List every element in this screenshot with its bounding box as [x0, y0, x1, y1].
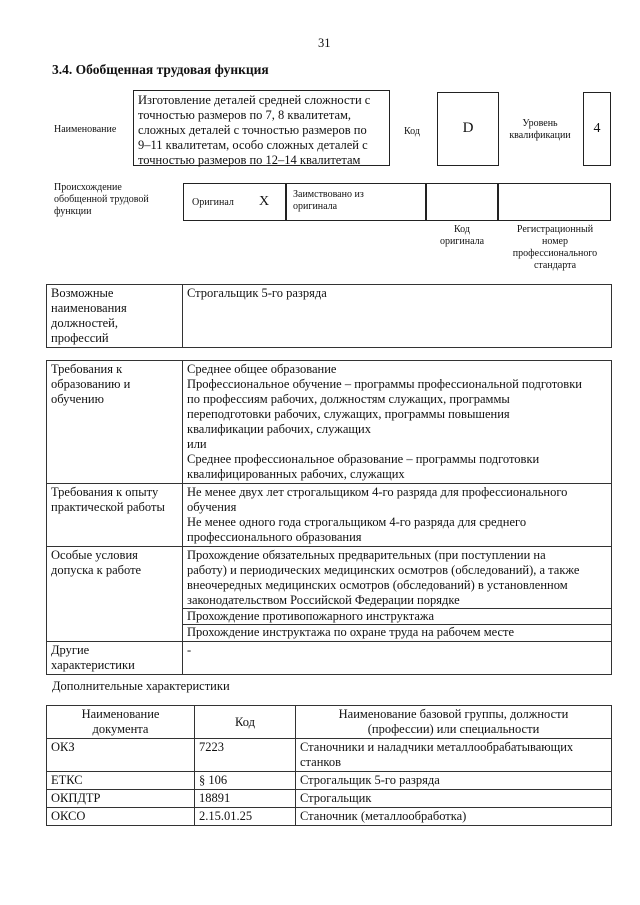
- value-line: по профессиям рабочих, должностям служащих, программы: [187, 392, 510, 406]
- section-title: 3.4. Обобщенная трудовая функция: [52, 62, 269, 77]
- value-line: -: [187, 643, 192, 657]
- row-name: Строгальщик: [296, 790, 612, 808]
- original-label: Оригинал: [192, 197, 234, 208]
- borrowed-label-line: Заимствовано из: [293, 189, 364, 200]
- requirements-value: [183, 642, 612, 675]
- header-line: Наименование базовой группы, должности: [338, 707, 569, 721]
- label-line: обучению: [51, 392, 104, 406]
- function-name-line: точностью размеров по 7, 8 квалитетам,: [138, 108, 352, 122]
- positions-value: Строгальщик 5-го разряда: [183, 285, 612, 348]
- original-mark: X: [259, 194, 270, 209]
- requirements-label: [47, 484, 183, 547]
- header-line: (профессии) или специальности: [367, 722, 540, 736]
- requirements-label: [47, 547, 183, 642]
- value-line: Прохождение инструктажа по охране труда на рабочем месте: [183, 624, 611, 640]
- additional-title: Дополнительные характеристики: [52, 679, 230, 693]
- borrowed-label-line: оригинала: [293, 201, 338, 212]
- name-label: Наименование: [54, 124, 117, 135]
- value-line: работу) и периодических медицинских осмотров (обследований), а также: [187, 563, 580, 577]
- row-name: Станочник (металлообработка): [296, 808, 612, 826]
- value-line: Среднее профессиональное образование – программы подготовки: [187, 452, 540, 466]
- value-line: Прохождение противопожарного инструктажа: [183, 608, 611, 624]
- value-line: станков: [300, 755, 341, 769]
- label-line: практической работы: [51, 500, 165, 514]
- caption-line: номер: [542, 236, 568, 247]
- label-line: допуска к работе: [51, 563, 142, 577]
- label-line: наименования: [51, 301, 127, 315]
- level-value: 4: [593, 121, 601, 136]
- requirements-label: [47, 642, 183, 675]
- row-code: 7223: [195, 739, 296, 772]
- value-line: Не менее двух лет строгальщиком 4-го разряда для профессионального: [187, 485, 568, 499]
- value-line: обучения: [187, 500, 237, 514]
- code-original-caption: [428, 224, 496, 248]
- row-doc: ОКЗ: [47, 739, 195, 772]
- code-label: Код: [404, 126, 420, 137]
- row-doc: ОКПДТР: [47, 790, 195, 808]
- origin-label-line: обобщенной трудовой: [54, 194, 149, 205]
- value-line: или: [187, 437, 207, 451]
- code-value-box: [437, 92, 499, 166]
- col-code-header: Код: [195, 706, 296, 739]
- original-cell: [183, 183, 286, 221]
- level-label: [502, 118, 578, 142]
- requirements-value: [183, 361, 612, 484]
- value-line: квалифицированных рабочих, служащих: [187, 467, 405, 481]
- function-name-line: 9–11 квалитетам, особо сложных деталей с: [138, 138, 368, 152]
- value-line: Не менее одного года строгальщиком 4-го разряда для среднего: [187, 515, 527, 529]
- value-line: профессионального образования: [187, 530, 362, 544]
- label-line: Особые условия: [51, 548, 138, 562]
- caption-line: стандарта: [533, 260, 577, 271]
- function-name-line: точностью размеров по 12–14 квалитетам: [138, 153, 361, 167]
- origin-label: [54, 182, 149, 218]
- label-line: характеристики: [51, 658, 135, 672]
- value-line: Станочники и наладчики металлообрабатывающих: [300, 740, 574, 754]
- label-line: Возможные: [51, 286, 114, 300]
- col-name-header: [296, 706, 612, 739]
- function-name-line: Изготовление деталей средней сложности с: [138, 93, 371, 107]
- value-line: Прохождение обязательных предварительных (при поступлении на: [187, 548, 546, 562]
- borrowed-cell: [286, 183, 426, 221]
- row-code: 18891: [195, 790, 296, 808]
- label-line: должностей,: [51, 316, 118, 330]
- reg-number-caption: [500, 224, 610, 272]
- value-line: Профессиональное обучение – программы профессиональной подготовки: [187, 377, 582, 391]
- label-line: Требования к: [51, 362, 123, 376]
- level-value-box: [583, 92, 611, 166]
- value-line: законодательством Российской Федерации порядке: [187, 593, 460, 607]
- caption-line: профессионального: [512, 248, 598, 259]
- label-line: профессий: [51, 331, 109, 345]
- caption-line: Регистрационный: [516, 224, 594, 235]
- value-line: переподготовки рабочих, служащих, программы повышения: [187, 407, 510, 421]
- row-name: Строгальщик 5-го разряда: [296, 772, 612, 790]
- reg-number-cell: [498, 183, 611, 221]
- requirements-label: [47, 361, 183, 484]
- requirements-value: [183, 484, 612, 547]
- code-original-cell: [426, 183, 498, 221]
- row-doc: ЕТКС: [47, 772, 195, 790]
- level-label-line: Уровень: [522, 118, 558, 129]
- requirements-table: [46, 360, 612, 675]
- col-doc-header: [47, 706, 195, 739]
- page-number: 31: [318, 36, 331, 50]
- code-value: D: [462, 120, 474, 136]
- label-line: Другие: [51, 643, 90, 657]
- origin-label-line: Происхождение: [54, 182, 122, 193]
- header-line: Наименование: [81, 707, 160, 721]
- row-doc: ОКСО: [47, 808, 195, 826]
- caption-line: оригинала: [439, 236, 485, 247]
- function-name-box: [133, 90, 390, 166]
- label-line: образованию и: [51, 377, 131, 391]
- row-code: 2.15.01.25: [195, 808, 296, 826]
- label-line: Требования к опыту: [51, 485, 159, 499]
- requirements-value: [183, 547, 612, 642]
- value-line: Среднее общее образование: [187, 362, 337, 376]
- caption-line: Код: [454, 224, 470, 235]
- additional-table: [46, 705, 612, 826]
- positions-table: [46, 284, 612, 348]
- function-name-line: сложных деталей с точностью размеров по: [138, 123, 367, 137]
- header-line: документа: [92, 722, 149, 736]
- row-name: [296, 739, 612, 772]
- positions-label: [47, 285, 183, 348]
- row-code: § 106: [195, 772, 296, 790]
- origin-label-line: функции: [54, 206, 92, 217]
- value-line: внеочередных медицинских осмотров (обследований) в установленном: [187, 578, 568, 592]
- level-label-line: квалификации: [509, 130, 571, 141]
- value-line: квалификации рабочих, служащих: [187, 422, 371, 436]
